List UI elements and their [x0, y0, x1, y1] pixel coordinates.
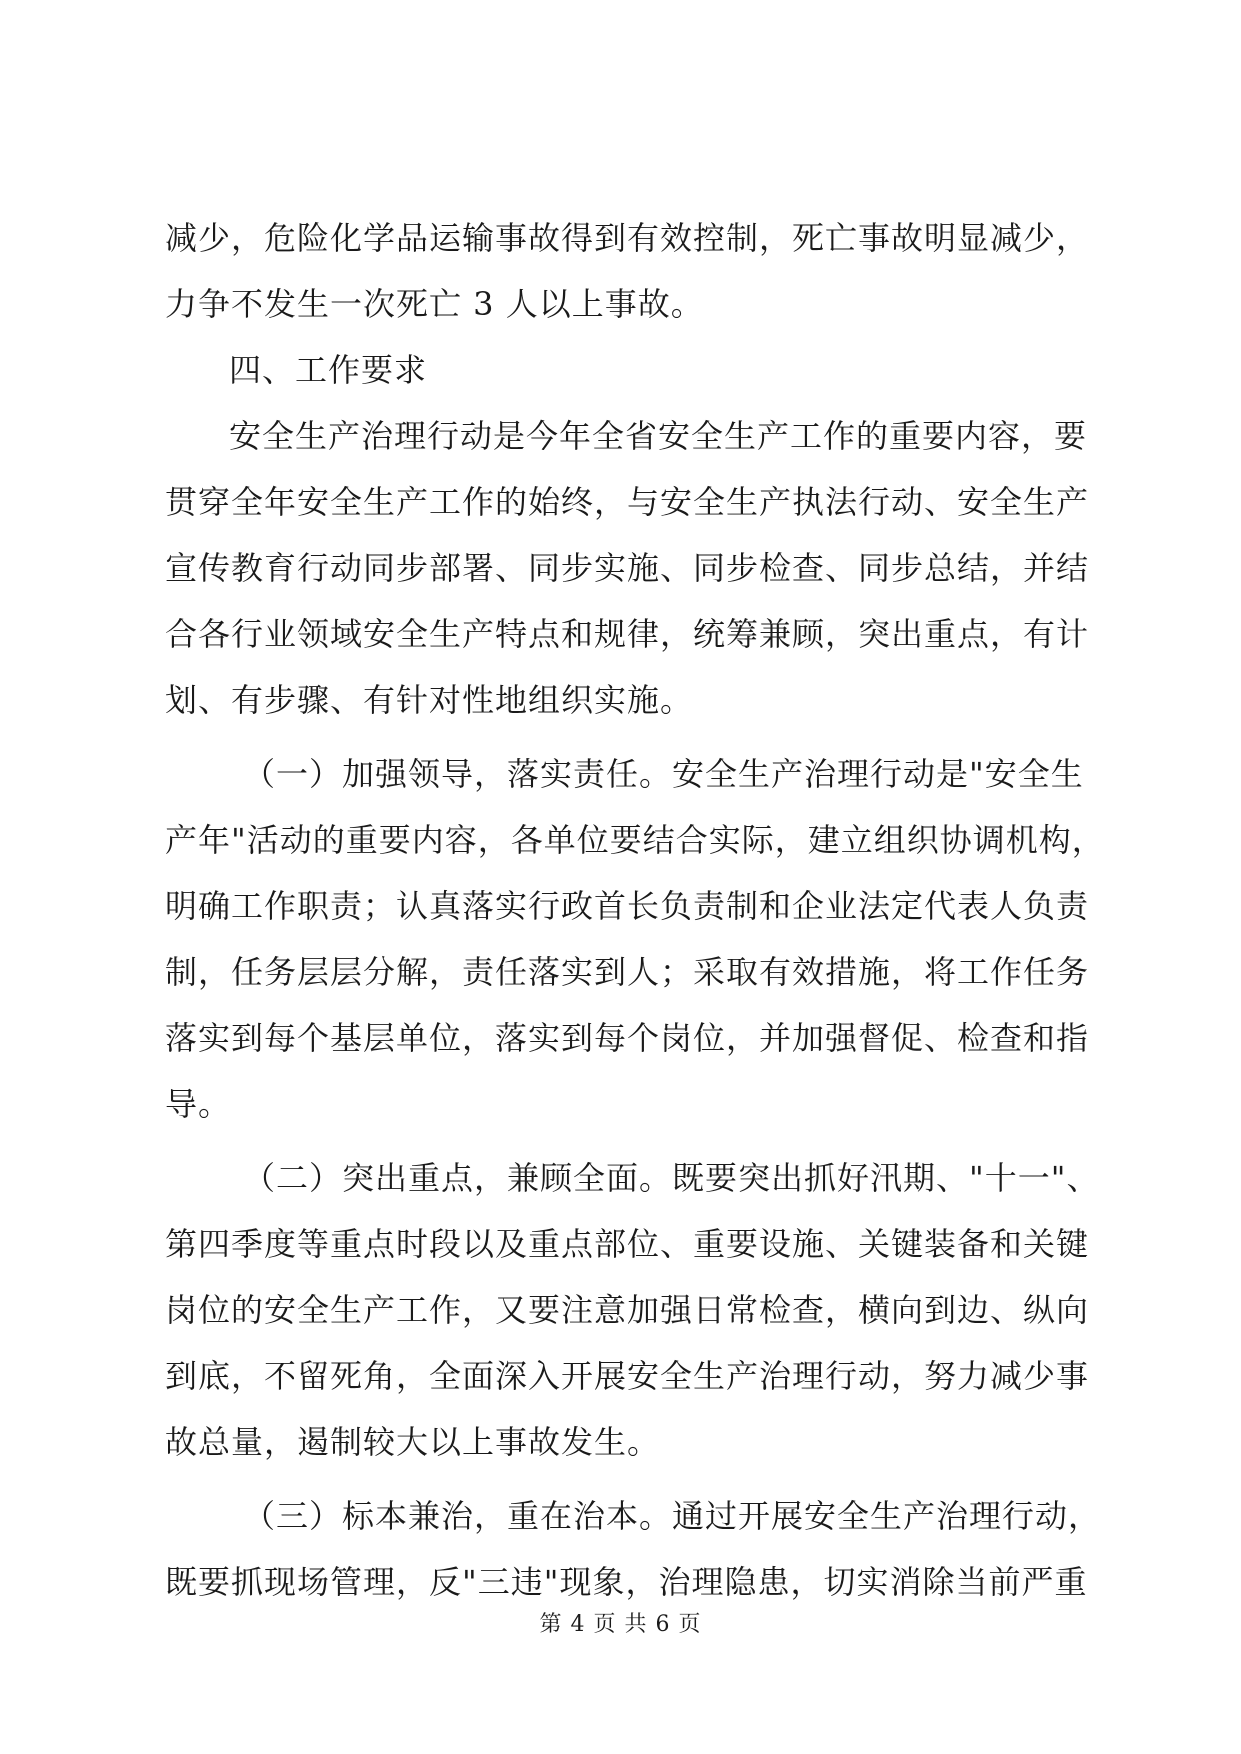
- text-line: 故总量，遏制较大以上事故发生。: [165, 1423, 661, 1461]
- text-line: 制，任务层层分解，责任落实到人；采取有效措施，将工作任务: [165, 953, 1090, 991]
- text-line: （三）标本兼治，重在治本。通过开展安全生产治理行动，: [243, 1497, 1102, 1535]
- document-body: [165, 205, 1105, 1615]
- text-line: 落实到每个基层单位，落实到每个岗位，并加强督促、检查和指: [165, 1019, 1090, 1057]
- text-line: 导。: [165, 1085, 232, 1123]
- text-line: 贯穿全年安全生产工作的始终，与安全生产执法行动、安全生产: [165, 483, 1090, 521]
- text-line: 到底，不留死角，全面深入开展安全生产治理行动，努力减少事: [165, 1357, 1090, 1395]
- text-line: 划、有步骤、有针对性地组织实施。: [165, 681, 694, 719]
- text-line: 产年"活动的重要内容，各单位要结合实际，建立组织协调机构，: [165, 821, 1105, 859]
- page-footer: 第 4 页 共 6 页: [539, 1612, 702, 1637]
- text-line: 宣传教育行动同步部署、同步实施、同步检查、同步总结，并结: [165, 549, 1090, 587]
- text-line: 合各行业领域安全生产特点和规律，统筹兼顾，突出重点，有计: [165, 615, 1090, 653]
- text-line: 明确工作职责；认真落实行政首长负责制和企业法定代表人负责: [165, 887, 1090, 925]
- text-line: （二）突出重点，兼顾全面。既要突出抓好汛期、"十一"、: [243, 1159, 1100, 1197]
- section-heading: 四、工作要求: [229, 351, 428, 389]
- text-line: （一）加强领导，落实责任。安全生产治理行动是"安全生: [243, 755, 1084, 793]
- text-line: 既要抓现场管理，反"三违"现象，治理隐患，切实消除当前严重: [165, 1563, 1088, 1601]
- text-line: 岗位的安全生产工作，又要注意加强日常检查，横向到边、纵向: [165, 1291, 1090, 1329]
- text-line: 力争不发生一次死亡 3 人以上事故。: [165, 285, 704, 323]
- text-line: 安全生产治理行动是今年全省安全生产工作的重要内容，要: [229, 417, 1088, 455]
- text-line: 减少，危险化学品运输事故得到有效控制，死亡事故明显减少，: [165, 219, 1090, 257]
- text-line: 第四季度等重点时段以及重点部位、重要设施、关键装备和关键: [165, 1225, 1090, 1263]
